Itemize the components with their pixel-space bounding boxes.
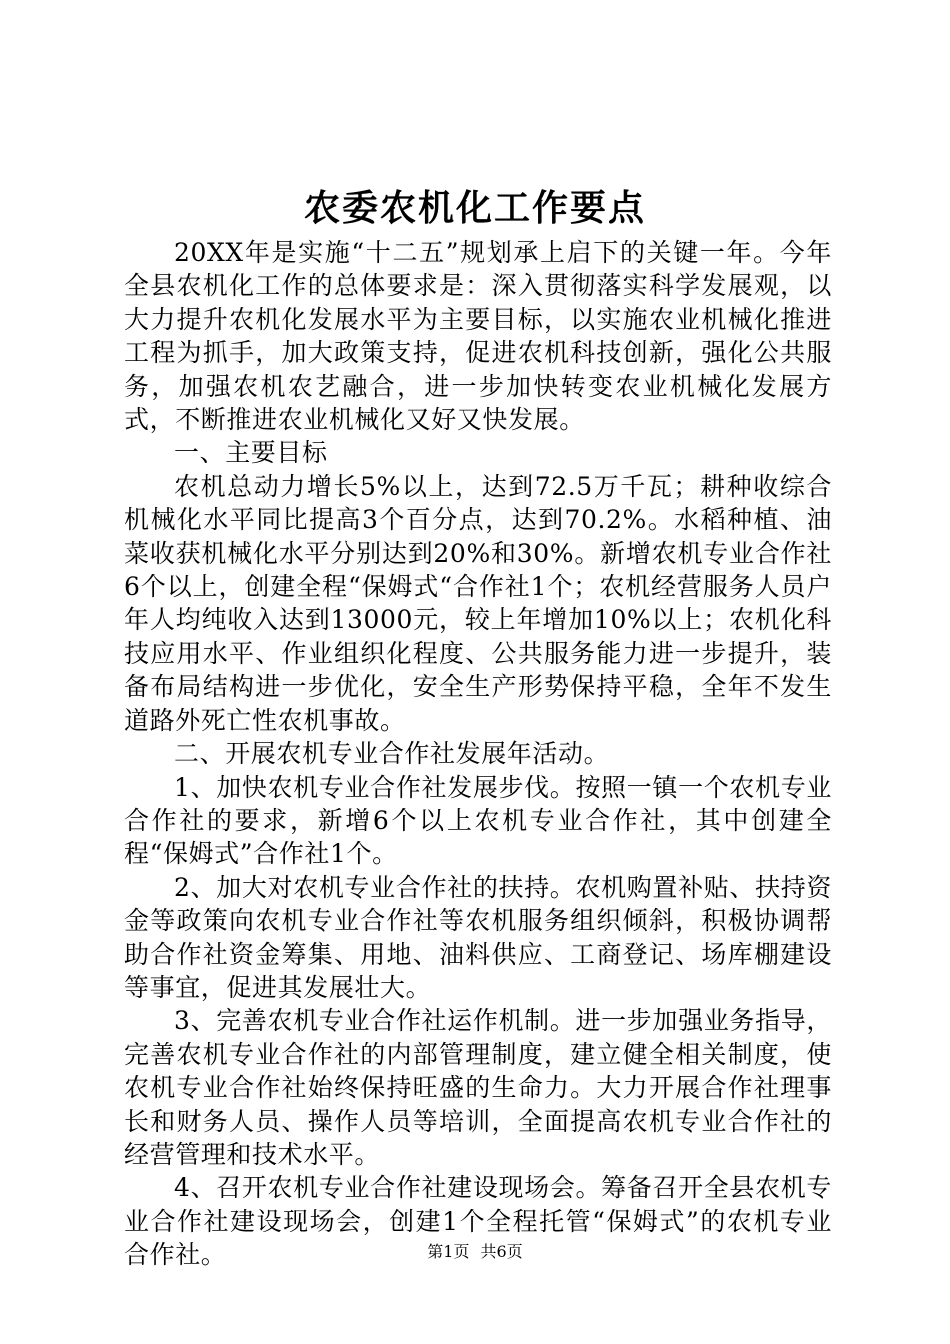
page-number-current: 第1页 (427, 1242, 470, 1261)
page-number-total: 共6页 (480, 1242, 523, 1261)
section-heading-goals: 一、主要目标 (174, 438, 328, 468)
paragraph-item-3: 3、完善农机专业合作社运作机制。进一步加强业务指导，完善农机专业合作社的内部管理制度，建立健全相关制度，使农机专业合作社始终保持旺盛的生命力。大力开展合作社理事长和财务人员、操作人员等培训，全面提高农机专业合作社的经营管理和技术水平。 (124, 1006, 832, 1169)
page-footer (0, 1240, 950, 1264)
paragraph-item-1: 1、加快农机专业合作社发展步伐。按照一镇一个农机专业合作社的要求，新增6个以上农机专业合作社，其中创建全程“保姆式”合作社1个。 (124, 772, 832, 869)
paragraph-goals: 农机总动力增长5%以上，达到72.5万千瓦；耕种收综合机械化水平同比提高3个百分点，达到70.2%。水稻种植、油菜收获机械化水平分别达到20%和30%。新增农机专业合作社6个以上，创建全程“保姆式“合作社1个；农机经营服务人员户年人均纯收入达到13000元，较上年增加10%以上；农机化科技应用水平、作业组织化程度、公共服务能力进一步提升，装备布局结构进一步优化，安全生产形势保持平稳，全年不发生道路外死亡性农机事故。 (124, 471, 832, 735)
section-heading-cooperative-year: 二、开展农机专业合作社发展年活动。 (174, 739, 610, 769)
document-body (124, 236, 832, 1272)
paragraph-intro: 20XX年是实施“十二五”规划承上启下的关键一年。今年全县农机化工作的总体要求是：深入贯彻落实科学发展观，以大力提升农机化发展水平为主要目标，以实施农业机械化推进工程为抓手，加大政策支持，促进农机科技创新，强化公共服务，加强农机农艺融合，进一步加快转变农业机械化发展方式，不断推进农业机械化又好又快发展。 (124, 238, 832, 435)
paragraph-item-2: 2、加大对农机专业合作社的扶持。农机购置补贴、扶持资金等政策向农机专业合作社等农机服务组织倾斜，积极协调帮助合作社资金筹集、用地、油料供应、工商登记、场库棚建设等事宜，促进其发展壮大。 (124, 872, 832, 1002)
document-title: 农委农机化工作要点 (303, 187, 646, 229)
paragraph-item-4: 4、召开农机专业合作社建设现场会。筹备召开全县农机专业合作社建设现场会，创建1个全程托管“保姆式”的农机专业合作社。 (124, 1173, 832, 1270)
